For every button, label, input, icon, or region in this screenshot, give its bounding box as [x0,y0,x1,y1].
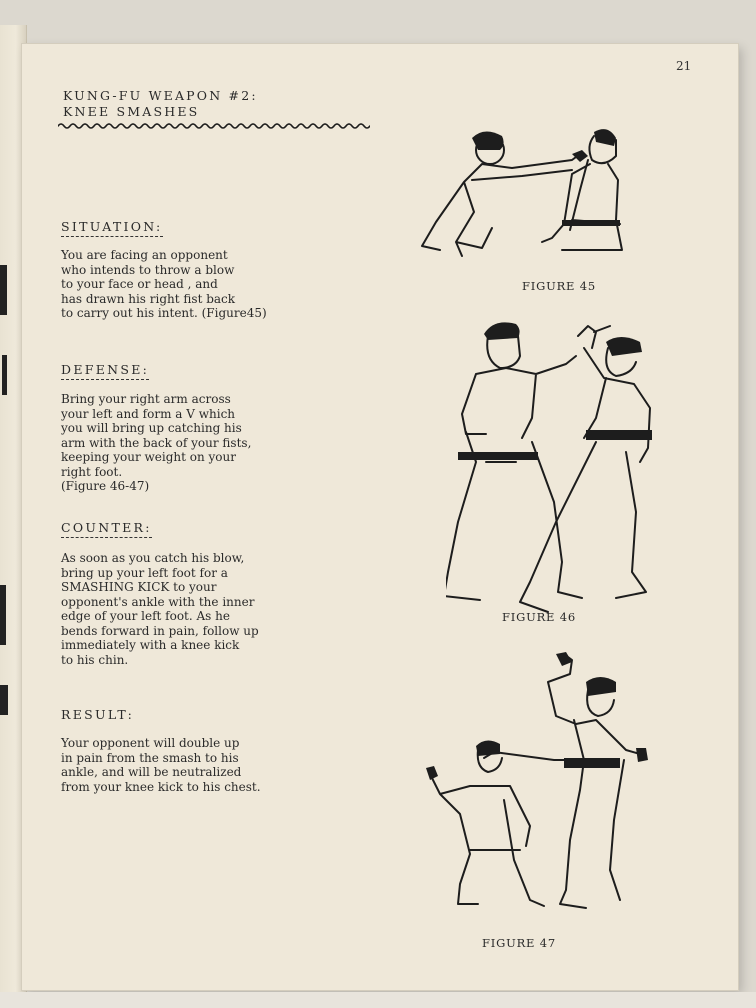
page-number: 21 [676,59,692,73]
situation-text: You are facing an opponent who intends to throw a blow to your face or head , and has drawn his right fist back to carry out his intent. (Figure45) [61,248,267,320]
result-title [61,707,134,722]
heading-line-2: KNEE SMASHES [63,104,200,119]
defense-underline [61,379,149,380]
result-title-text: RESULT: [61,707,135,722]
facing-page-ink-mark [2,355,7,395]
result-text: Your opponent will double up in pain from the smash to his ankle, and will be neutralized from your knee kick to his chest. [61,736,261,794]
figure-46-caption: FIGURE 46 [502,610,576,624]
counter-text: As soon as you catch his blow, bring up your left foot for a SMASHING KICK to your opponent's ankle with the inner edge of your left foot. As he bends forward in pain, follow up immediately with a knee kick to his chin. [61,551,259,667]
counter-title-text: COUNTER: [61,520,152,535]
figure-47-caption: FIGURE 47 [482,936,556,950]
heading-line-1: KUNG-FU WEAPON #2: [63,88,258,103]
situation-underline [61,236,163,237]
figure-45-caption: FIGURE 45 [522,279,596,293]
figure-45-illustration [412,120,632,265]
situation-title-text: SITUATION: [61,219,163,234]
figure-46-illustration [446,312,668,614]
counter-underline [61,537,152,538]
defense-title-text: DEFENSE: [61,362,150,377]
wavy-underline [58,122,370,130]
defense-title [61,362,149,380]
facing-page-ink-mark [0,585,6,645]
counter-title [61,520,152,538]
facing-page-ink-mark [0,685,8,715]
figure-47-illustration [424,650,664,930]
facing-page-ink-mark [0,265,7,315]
table-surface [0,992,756,1008]
defense-text: Bring your right arm across your left and form a V which you will bring up catching his arm with the back of your fists, keeping your weight on your right foot. (Figure 46-47) [61,392,252,493]
situation-title [61,219,163,237]
page-heading [63,88,258,120]
